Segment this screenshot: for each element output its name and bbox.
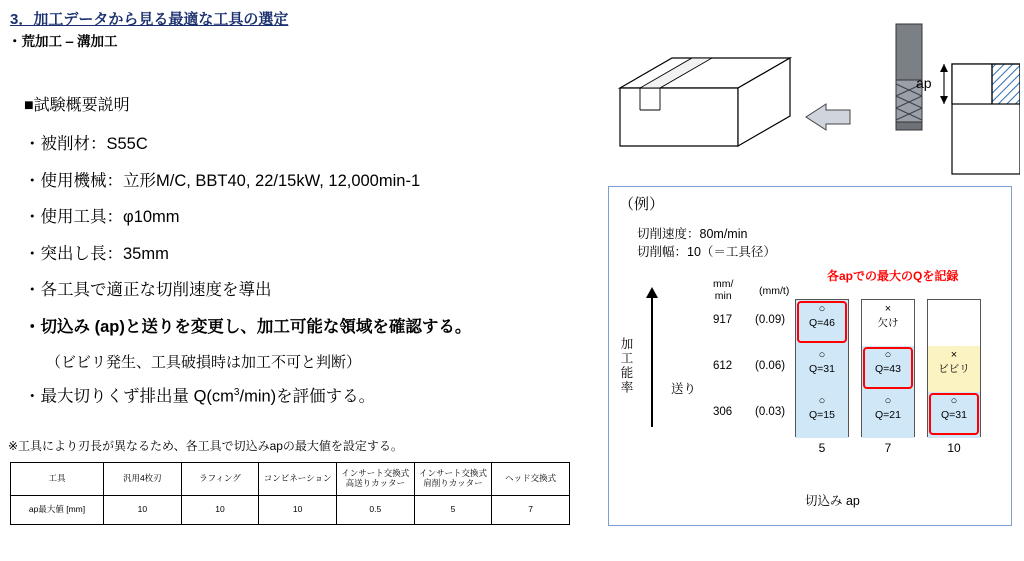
feed-per-tooth-unit-label: (mm/t) [759,285,790,297]
ok-marker: ○ [884,395,892,407]
cell-ap10-feed612 [928,346,980,392]
table-header-cell: ラフィング [181,463,259,496]
q-value: Q=43 [875,362,901,375]
tool-ap-table [10,462,570,525]
list-item-sub: （ビビリ発生、工具破損時は加工不可と判断） [46,354,362,371]
ok-marker: ○ [818,303,826,315]
max-q-note: 各apでの最大のQを記録 [827,269,959,283]
ap-dimension-label: ap [916,75,932,91]
table-header-cell: ヘッド交換式 [492,463,570,496]
x-axis-label: 切込み ap [805,494,860,508]
failure-label: ビビリ [938,362,970,375]
ok-marker: ○ [884,349,892,361]
table-header-cell: コンビネーション [259,463,337,496]
page-subtitle: ・荒加工 ‒ 溝加工 [8,34,118,49]
cell-ap5-feed917 [796,300,848,346]
cell-ap5-feed306 [796,392,848,438]
feed-value-row1: 917 [713,314,733,326]
superscript-3: 3 [233,387,240,398]
cell-ap7-feed306 [862,392,914,438]
list-item-emphasis: ・切込み (ap)と送りを変更し、加工可能な領域を確認する。 [24,317,472,336]
x-tick-7: 7 [884,441,892,455]
list-item: ・各工具で適正な切削速度を導出 [24,281,272,299]
cell-ap10-feed917 [928,300,980,346]
y-axis-arrow [651,297,653,427]
q-value: Q=31 [941,408,967,421]
fz-value-row3: (0.03) [755,406,786,418]
fz-value-row2: (0.06) [755,360,786,372]
ap-column-5 [795,299,849,437]
table-header-cell: インサート交換式 肩削りカッター [414,463,492,496]
ng-marker: × [950,349,958,361]
page-title: 3．加工データから見る最適な工具の選定 [10,11,289,28]
x-tick-10: 10 [947,441,961,455]
ok-marker: ○ [818,395,826,407]
ok-marker: ○ [818,349,826,361]
table-cell: 0.5 [336,496,414,525]
list-item: ・使用機械：立形M/C, BBT40, 22/15kW, 12,000min-1 [24,171,421,190]
table-cell: 5 [414,496,492,525]
table-cell: 10 [259,496,337,525]
ok-marker: ○ [950,395,958,407]
y-axis-label: 加工能率 [619,337,633,395]
feed-value-row2: 612 [713,360,733,372]
table-cell: 7 [492,496,570,525]
ng-marker: × [884,303,892,315]
q-value: Q=21 [875,408,901,421]
cell-ap10-feed306 [928,392,980,438]
x-axis-ticks [795,441,985,457]
q-value: Q=31 [809,362,835,375]
x-tick-5: 5 [818,441,826,455]
example-title: （例） [619,196,665,213]
table-cell: 10 [104,496,182,525]
table-header-cell: インサート交換式 高送りカッター [336,463,414,496]
list-item: ■試験概要説明 [24,97,130,114]
illustration-svg [600,18,1020,178]
q-matrix-plot [795,299,985,437]
q-value: Q=46 [809,316,835,329]
example-conditions [637,225,776,261]
condition-width: 切削幅：10（＝工具径） [637,245,776,260]
feed-value-row3: 306 [713,406,733,418]
cell-ap5-feed612 [796,346,848,392]
table-row-label: ap最大値 [mm] [11,496,104,525]
footnote: ※工具により刃長が異なるため、各工具で切込みapの最大値を設定する。 [8,439,403,453]
table-cell: 10 [181,496,259,525]
fz-value-row1: (0.09) [755,314,786,326]
table-header-cell: 汎用4枚刃 [104,463,182,496]
ap-column-10 [927,299,981,437]
list-item: ・被削材：S55C [24,135,148,153]
bullet-list [24,98,584,425]
feed-unit-label: mm/ min [713,278,734,302]
q-value: Q=15 [809,408,835,421]
cell-ap7-feed917 [862,300,914,346]
table-row [11,496,570,525]
cell-ap7-feed612 [862,346,914,392]
condition-speed: 切削速度：80m/min [637,227,748,241]
list-item-q: ・最大切りくず排出量 $Q(cm^3/\min)$を評価する。 [24,387,376,406]
feed-axis-label: 送り [671,382,697,396]
example-panel [608,186,1012,526]
table-header-row [11,463,570,496]
list-item: ・突出し長：35mm [24,244,169,263]
slot-milling-illustration [600,18,1020,178]
failure-label: 欠け [877,316,899,329]
table-header-cell: 工具 [11,463,104,496]
list-item: ・使用工具：φ10mm [24,208,180,226]
ap-column-7 [861,299,915,437]
